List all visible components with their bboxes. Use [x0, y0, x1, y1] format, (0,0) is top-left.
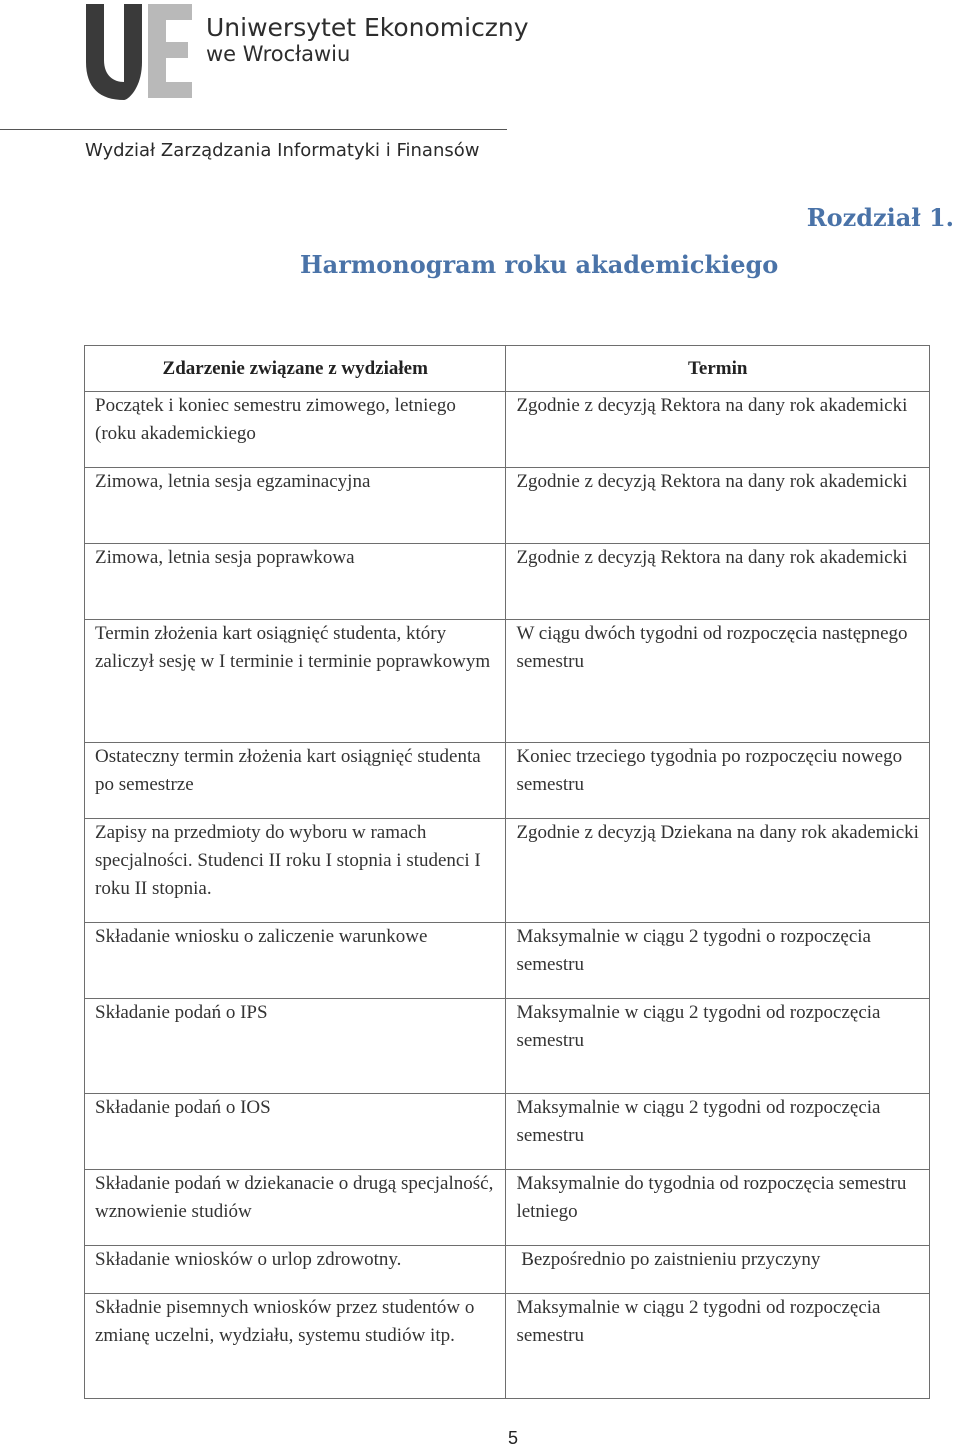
event-cell: Składanie wniosku o zaliczenie warunkowe: [85, 923, 506, 999]
university-name-line1: Uniwersytet Ekonomiczny: [206, 13, 529, 42]
event-cell: Składanie podań o IOS: [85, 1094, 506, 1170]
table-row: [85, 1294, 930, 1399]
term-cell: Maksymalnie w ciągu 2 tygodni od rozpoczęcia semestru: [506, 999, 930, 1094]
event-cell: Składanie wniosków o urlop zdrowotny.: [85, 1246, 506, 1294]
event-cell: Zapisy na przedmioty do wyboru w ramach specjalności. Studenci II roku I stopnia i studenci I roku II stopnia.: [85, 819, 506, 923]
faculty-name: Wydział Zarządzania Informatyki i Finansów: [85, 140, 480, 161]
term-cell: Zgodnie z decyzją Rektora na dany rok akademicki: [506, 392, 930, 468]
event-cell: Składanie podań w dziekanacie o drugą specjalność, wznowienie studiów: [85, 1170, 506, 1246]
column-header-term: Termin: [506, 346, 930, 392]
table-row: [85, 1094, 930, 1170]
table-row: [85, 743, 930, 819]
university-logo: [84, 2, 529, 102]
table-row: [85, 1170, 930, 1246]
term-cell: Maksymalnie w ciągu 2 tygodni od rozpoczęcia semestru: [506, 1094, 930, 1170]
table-row: [85, 1246, 930, 1294]
event-cell: Składanie podań o IPS: [85, 999, 506, 1094]
term-cell: Maksymalnie do tygodnia od rozpoczęcia semestru letniego: [506, 1170, 930, 1246]
event-cell: Zimowa, letnia sesja poprawkowa: [85, 544, 506, 620]
schedule-table: [84, 345, 930, 1399]
event-cell: Zimowa, letnia sesja egzaminacyjna: [85, 468, 506, 544]
term-cell: Koniec trzeciego tygodnia po rozpoczęciu nowego semestru: [506, 743, 930, 819]
term-cell: Maksymalnie w ciągu 2 tygodni od rozpoczęcia semestru: [506, 1294, 930, 1399]
event-cell: Składnie pisemnych wniosków przez studentów o zmianę uczelni, wydziału, systemu studiów itp.: [85, 1294, 506, 1399]
column-header-event: Zdarzenie związane z wydziałem: [85, 346, 506, 392]
table-row: [85, 923, 930, 999]
event-cell: Początek i koniec semestru zimowego, letniego (roku akademickiego: [85, 392, 506, 468]
page-number: 5: [508, 1428, 519, 1448]
event-cell: Termin złożenia kart osiągnięć studenta, który zaliczył sesję w I terminie i terminie poprawkowym: [85, 620, 506, 743]
table-header-row: [85, 346, 930, 392]
table-row: [85, 620, 930, 743]
table-row: [85, 544, 930, 620]
term-cell: Zgodnie z decyzją Dziekana na dany rok akademicki: [506, 819, 930, 923]
chapter-heading: Rozdział 1.: [806, 203, 954, 232]
table-row: [85, 819, 930, 923]
page-title: Harmonogram roku akademickiego: [300, 250, 779, 279]
table-row: [85, 468, 930, 544]
header-divider: [0, 129, 507, 130]
term-cell: W ciągu dwóch tygodni od rozpoczęcia następnego semestru: [506, 620, 930, 743]
university-name-line2: we Wrocławiu: [206, 42, 351, 66]
event-cell: Ostateczny termin złożenia kart osiągnięć studenta po semestrze: [85, 743, 506, 819]
table-row: [85, 999, 930, 1094]
term-cell: Zgodnie z decyzją Rektora na dany rok akademicki: [506, 468, 930, 544]
ue-logo-mark-icon: [84, 2, 194, 102]
term-cell: Zgodnie z decyzją Rektora na dany rok akademicki: [506, 544, 930, 620]
term-cell: Bezpośrednio po zaistnieniu przyczyny: [506, 1246, 930, 1294]
table-row: [85, 392, 930, 468]
term-cell: Maksymalnie w ciągu 2 tygodni o rozpoczęcia semestru: [506, 923, 930, 999]
university-name: [206, 14, 529, 66]
